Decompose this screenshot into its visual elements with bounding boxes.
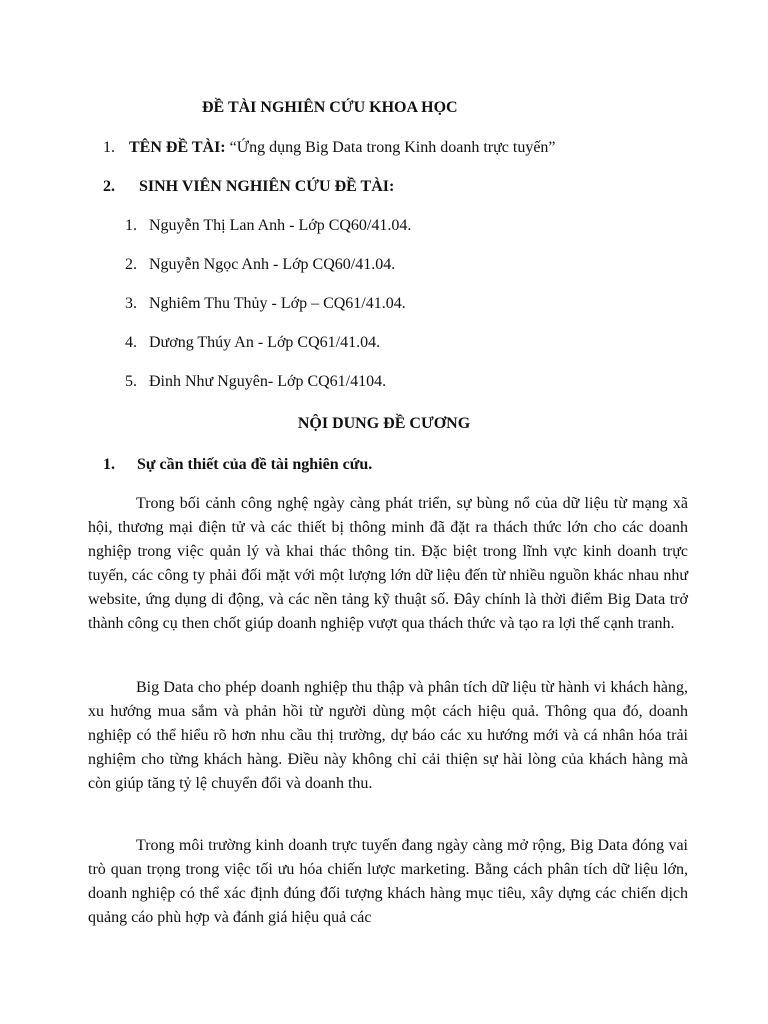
student-number: 5. bbox=[125, 373, 137, 390]
document-title: ĐỀ TÀI NGHIÊN CỨU KHOA HỌC bbox=[202, 99, 458, 116]
students-heading-number: 2. bbox=[103, 178, 115, 195]
body-paragraph: Trong bối cảnh công nghệ ngày càng phát triển, sự bùng nổ của dữ liệu từ mạng xã hội, thương mại điện tử và các thiết bị thông minh đã đặt ra thách thức lớn cho các doanh nghiệp trong việc quản lý và khai thác thông tin. Đặc biệt trong lĩnh vực kinh doanh trực tuyến, các công ty phải đối mặt với một lượng lớn dữ liệu đến từ nhiều nguồn khác nhau như website, ứng dụng di động, và các nền tảng kỹ thuật số. Đây chính là thời điểm Big Data trở thành công cụ then chốt giúp doanh nghiệp vượt qua thách thức và tạo ra lợi thế cạnh tranh. bbox=[88, 495, 688, 632]
student-number: 4. bbox=[125, 334, 137, 351]
student-number: 3. bbox=[125, 295, 137, 312]
student-number: 2. bbox=[125, 256, 137, 273]
student-text: Dương Thúy An - Lớp CQ61/41.04. bbox=[149, 334, 381, 351]
students-heading-label: SINH VIÊN NGHIÊN CỨU ĐỀ TÀI: bbox=[139, 178, 395, 195]
student-item bbox=[125, 216, 411, 236]
outline-title: NỘI DUNG ĐỀ CƯƠNG bbox=[297, 415, 471, 432]
topic-item bbox=[103, 138, 556, 158]
topic-value: “Ứng dụng Big Data trong Kinh doanh trực tuyến” bbox=[229, 139, 556, 156]
students-heading bbox=[103, 177, 394, 197]
topic-number: 1. bbox=[103, 139, 115, 156]
student-text: Nguyễn Thị Lan Anh - Lớp CQ60/41.04. bbox=[149, 217, 412, 234]
topic-label: TÊN ĐỀ TÀI: bbox=[129, 139, 226, 156]
student-number: 1. bbox=[125, 217, 137, 234]
section-heading-text: Sự cần thiết của đề tài nghiên cứu. bbox=[137, 456, 373, 473]
section-number: 1. bbox=[103, 456, 115, 473]
body-paragraph: Trong môi trường kinh doanh trực tuyến đang ngày càng mở rộng, Big Data đóng vai trò quan trọng trong việc tối ưu hóa chiến lược marketing. Bằng cách phân tích dữ liệu lớn, doanh nghiệp có thể xác định đúng đối tượng khách hàng mục tiêu, xây dựng các chiến dịch quảng cáo phù hợp và đánh giá hiệu quả các bbox=[88, 837, 688, 926]
section-heading bbox=[103, 455, 372, 475]
student-text: Nguyễn Ngọc Anh - Lớp CQ60/41.04. bbox=[149, 256, 396, 273]
student-item bbox=[125, 333, 380, 353]
student-text: Nghiêm Thu Thủy - Lớp – CQ61/41.04. bbox=[149, 295, 406, 312]
student-item bbox=[125, 255, 395, 275]
body-paragraph: Big Data cho phép doanh nghiệp thu thập và phân tích dữ liệu từ hành vi khách hàng, xu hướng mua sắm và phản hồi từ người dùng một cách hiệu quả. Thông qua đó, doanh nghiệp có thể hiểu rõ hơn nhu cầu thị trường, dự báo các xu hướng mới và cá nhân hóa trải nghiệm cho từng khách hàng. Điều này không chỉ cải thiện sự hài lòng của khách hàng mà còn giúp tăng tỷ lệ chuyển đổi và doanh thu. bbox=[88, 679, 688, 792]
student-item bbox=[125, 294, 406, 314]
student-text: Đinh Như Nguyên- Lớp CQ61/4104. bbox=[149, 373, 387, 390]
student-item bbox=[125, 372, 386, 392]
